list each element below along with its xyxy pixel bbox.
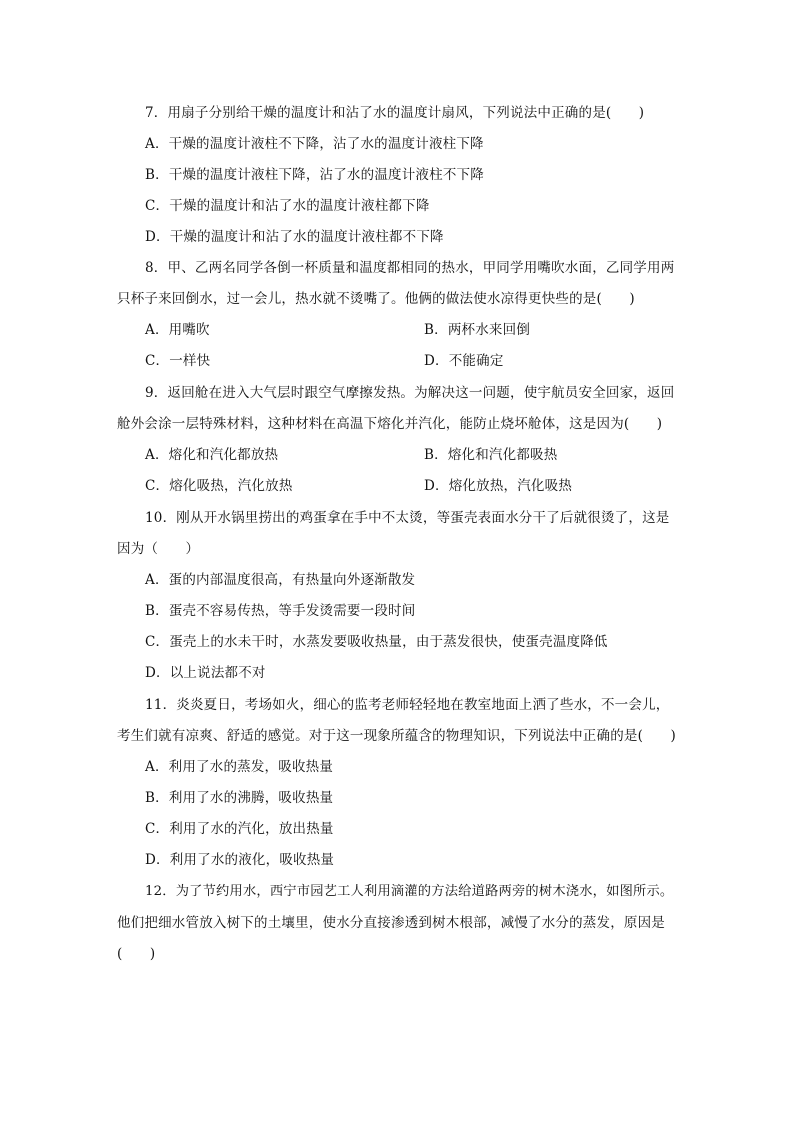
q10-option-c: C．蛋壳上的水未干时，水蒸发要吸收热量，由于蒸发很快，使蛋壳温度降低 bbox=[145, 634, 608, 650]
q12-stem-line3: ( ) bbox=[117, 946, 156, 962]
q11-stem-line1: 11．炎炎夏日，考场如火，细心的监考老师轻轻地在教室地面上洒了些水，不一会儿， bbox=[145, 697, 670, 713]
q10-option-b: B．蛋壳不容易传热，等手发烫需要一段时间 bbox=[145, 603, 416, 619]
q8-stem-line2: 只杯子来回倒水，过一会儿，热水就不烫嘴了。他俩的做法使水凉得更快些的是( ) bbox=[117, 291, 635, 307]
q10-stem-line2: 因为（ ） bbox=[117, 541, 200, 557]
q10-stem-line1: 10．刚从开水锅里捞出的鸡蛋拿在手中不太烫，等蛋壳表面水分干了后就很烫了，这是 bbox=[145, 510, 670, 526]
q7-stem: 7．用扇子分别给干燥的温度计和沾了水的温度计扇风，下列说法中正确的是( ) bbox=[145, 105, 645, 121]
q11-option-c: C．利用了水的汽化，放出热量 bbox=[145, 821, 334, 837]
q8-option-a: A．用嘴吹 bbox=[145, 322, 210, 338]
q8-option-d: D．不能确定 bbox=[424, 353, 504, 369]
q7-option-a: A．干燥的温度计液柱不下降，沾了水的温度计液柱下降 bbox=[145, 136, 484, 152]
q8-stem-line1: 8．甲、乙两名同学各倒一杯质量和温度都相同的热水，甲同学用嘴吹水面，乙同学用两 bbox=[145, 260, 675, 276]
q9-stem-line1: 9．返回舱在进入大气层时跟空气摩擦发热。为解决这一问题，使宇航员安全回家，返回 bbox=[145, 385, 675, 401]
q11-option-a: A．利用了水的蒸发，吸收热量 bbox=[145, 759, 334, 775]
q11-option-b: B．利用了水的沸腾，吸收热量 bbox=[145, 790, 334, 806]
q12-stem-line1: 12．为了节约用水，西宁市园艺工人利用滴灌的方法给道路两旁的树木浇水，如图所示。 bbox=[145, 884, 674, 899]
q9-option-b: B．熔化和汽化都吸热 bbox=[424, 447, 558, 463]
q12-stem-line2: 他们把细水管放入树下的土壤里，使水分直接渗透到树木根部，减慢了水分的蒸发，原因是 bbox=[117, 915, 665, 931]
q8-option-c: C．一样快 bbox=[145, 353, 211, 369]
q10-option-d: D．以上说法都不对 bbox=[145, 665, 266, 681]
q11-stem-line2: 考生们就有凉爽、舒适的感觉。对于这一现象所蕴含的物理知识，下列说法中正确的是( ) bbox=[117, 728, 676, 744]
q10-option-a: A．蛋的内部温度很高，有热量向外逐渐散发 bbox=[145, 572, 416, 588]
q8-option-b: B．两杯水来回倒 bbox=[424, 322, 531, 338]
q9-option-d: D．熔化放热，汽化吸热 bbox=[424, 478, 573, 494]
q9-stem-line2: 舱外会涂一层特殊材料，这种材料在高温下熔化并汽化，能防止烧坏舱体，这是因为( ) bbox=[117, 416, 663, 432]
q7-option-c: C．干燥的温度计和沾了水的温度计液柱都下降 bbox=[145, 198, 430, 214]
q9-option-c: C．熔化吸热，汽化放热 bbox=[145, 478, 293, 494]
q9-option-a: A．熔化和汽化都放热 bbox=[145, 447, 279, 463]
q11-option-d: D．利用了水的液化，吸收热量 bbox=[145, 852, 335, 868]
q7-option-d: D．干燥的温度计和沾了水的温度计液柱都不下降 bbox=[145, 229, 444, 245]
q7-option-b: B．干燥的温度计液柱下降，沾了水的温度计液柱不下降 bbox=[145, 167, 484, 183]
